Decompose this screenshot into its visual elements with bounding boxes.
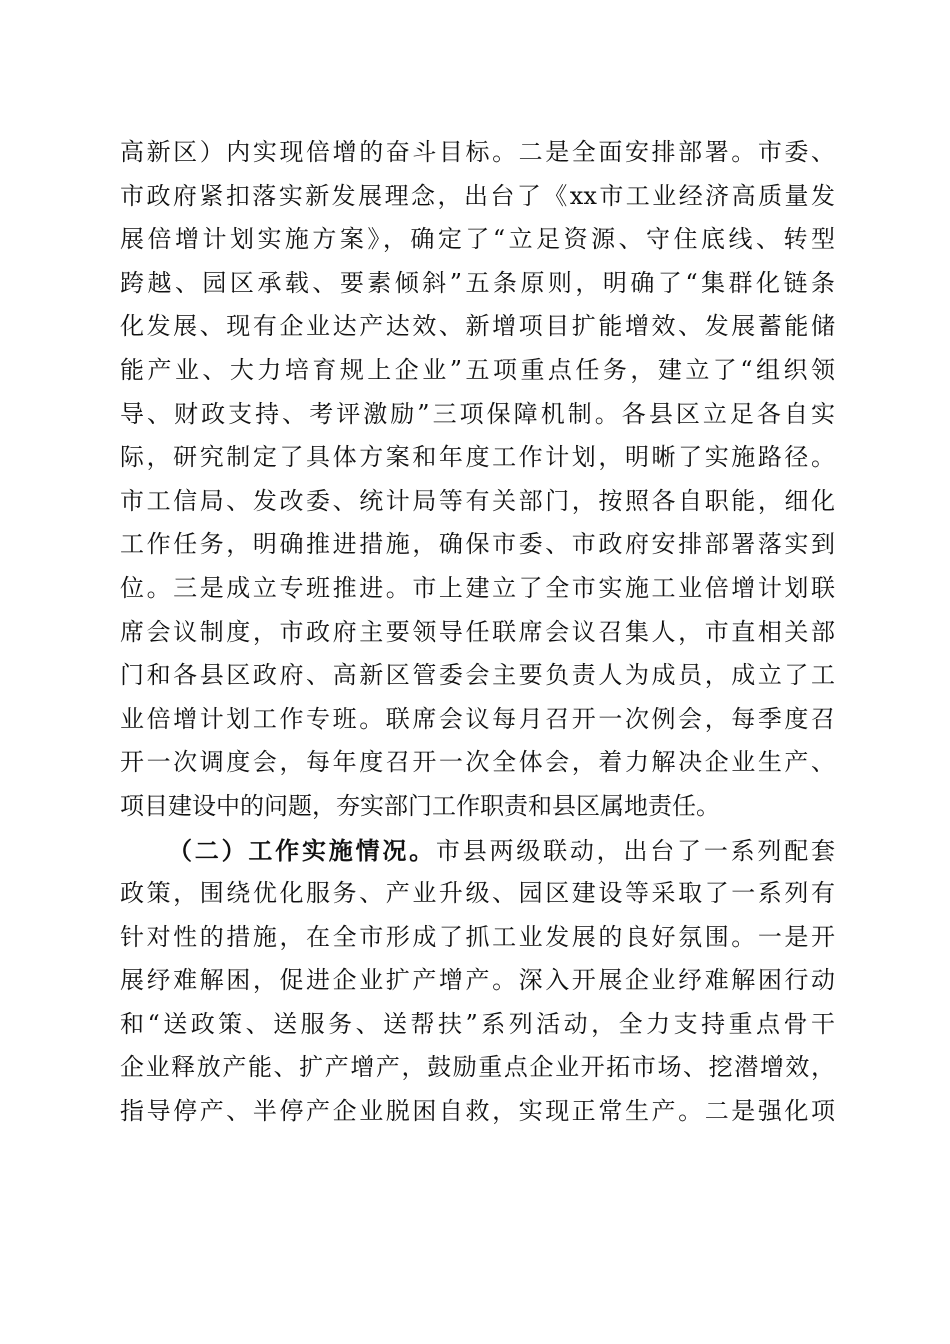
text-line: 席会议制度，市政府主要领导任联席会议召集人，市直相关部 xyxy=(120,617,835,646)
section-heading-line xyxy=(120,829,835,873)
text-line: 导、财政支持、考评激励”三项保障机制。各县区立足各自实 xyxy=(120,399,835,428)
text-line: 指导停产、半停产企业脱困自救，实现正常生产。二是强化项 xyxy=(120,1097,835,1126)
section-heading-rest: 市县两级联动，出台了一系列配套 xyxy=(435,836,835,865)
text-line: 门和各县区政府、高新区管委会主要负责人为成员，成立了工 xyxy=(120,661,835,690)
text-line: 展倍增计划实施方案》，确定了“立足资源、守住底线、转型 xyxy=(120,225,835,254)
document-body xyxy=(120,131,835,1134)
text-line: 针对性的措施，在全市形成了抓工业发展的良好氛围。一是开 xyxy=(120,922,835,951)
text-line: 际，研究制定了具体方案和年度工作计划，明晰了实施路径。 xyxy=(120,443,835,472)
text-line: 市政府紧扣落实新发展理念，出台了《xx市工业经济高质量发 xyxy=(120,181,835,210)
text-line: 高新区）内实现倍增的奋斗目标。二是全面安排部署。市委、 xyxy=(120,138,835,166)
text-line: 企业释放产能、扩产增产，鼓励重点企业开拓市场、挖潜增效， xyxy=(120,1053,835,1082)
text-line: 和“送政策、送服务、送帮扶”系列活动，全力支持重点骨干 xyxy=(120,1009,835,1038)
text-line: 跨越、园区承载、要素倾斜”五条原则，明确了“集群化链条 xyxy=(120,268,835,297)
text-line: 化发展、现有企业达产达效、新增项目扩能增效、发展蓄能储 xyxy=(120,312,835,341)
text-line: 开一次调度会，每年度召开一次全体会，着力解决企业生产、 xyxy=(120,748,835,777)
text-line: 业倍增计划工作专班。联席会议每月召开一次例会，每季度召 xyxy=(120,704,835,733)
text-line: 能产业、大力培育规上企业”五项重点任务，建立了“组织领 xyxy=(120,355,835,384)
text-line: 位。三是成立专班推进。市上建立了全市实施工业倍增计划联 xyxy=(120,573,835,602)
text-line: 市工信局、发改委、统计局等有关部门，按照各自职能，细化 xyxy=(120,486,835,515)
text-line: 展纾难解困，促进企业扩产增产。深入开展企业纾难解困行动 xyxy=(120,966,835,995)
text-line: 政策，围绕优化服务、产业升级、园区建设等采取了一系列有 xyxy=(120,879,835,908)
text-line: 工作任务，明确推进措施，确保市委、市政府安排部署落实到 xyxy=(120,530,835,559)
text-line: 项目建设中的问题，夯实部门工作职责和县区属地责任。 xyxy=(120,791,720,820)
section-heading: （二）工作实施情况。 xyxy=(168,835,436,865)
